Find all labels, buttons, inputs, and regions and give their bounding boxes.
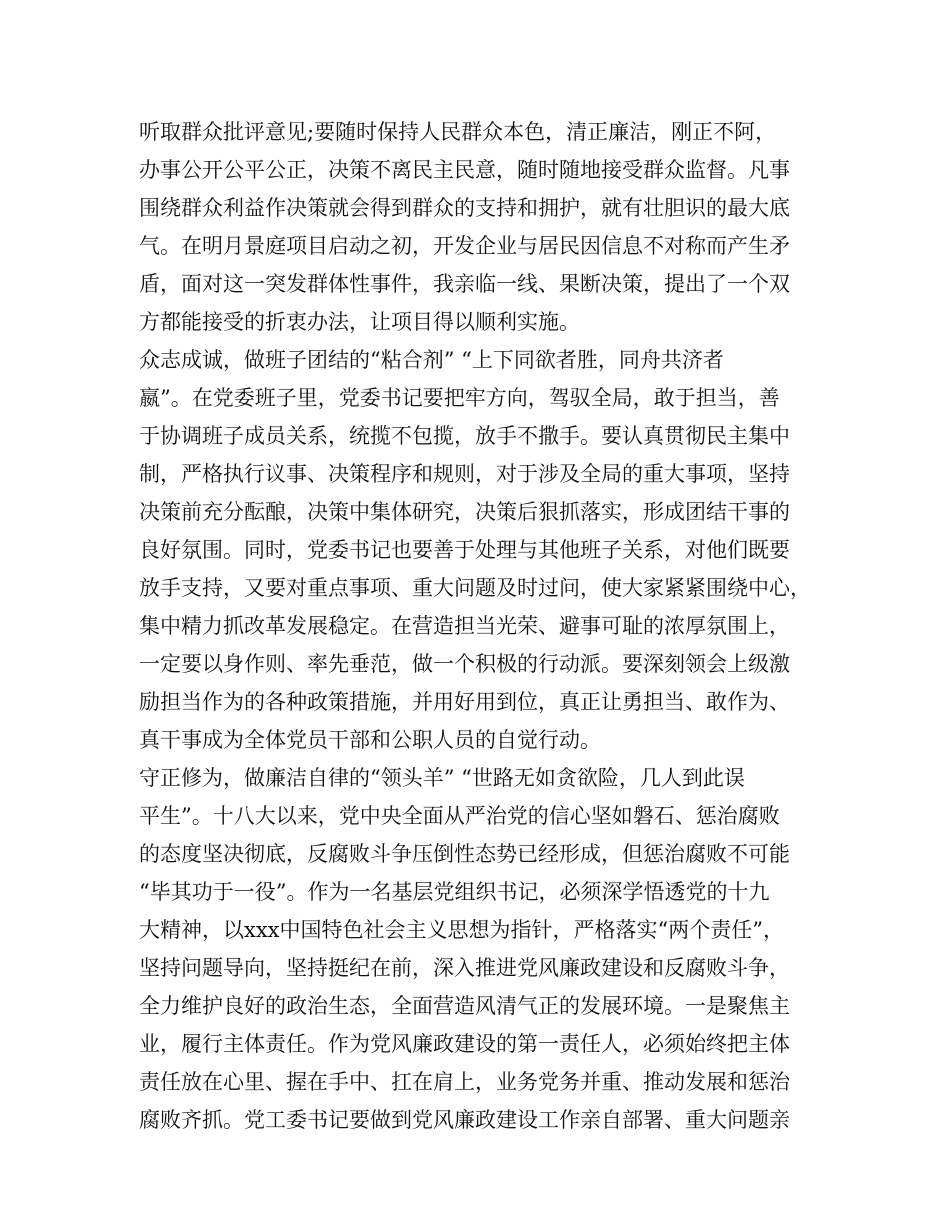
text-line: 一定要以身作则、率先垂范，做一个积极的行动派。要深刻领会上级激	[139, 652, 790, 676]
text-line: 嬴”。在党委班子里，党委书记要把牢方向，驾驭全局，敢于担当，善	[139, 386, 780, 410]
text-line: 方都能接受的折衷办法，让项目得以顺利实施。	[139, 310, 580, 334]
text-line: 围绕群众利益作决策就会得到群众的支持和拥护，就有壮胆识的最大底	[139, 196, 790, 220]
text-line: 于协调班子成员关系，统揽不包揽，放手不撒手。要认真贯彻民主集中	[139, 424, 790, 448]
text-line: 听取群众批评意见;要随时保持人民群众本色，清正廉洁，刚正不阿，	[139, 120, 777, 144]
text-line: 大精神，以xxx中国特色社会主义思想为指针，严格落实“两个责任”，	[139, 918, 784, 942]
text-line: 放手支持，又要对重点事项、重大问题及时过问，使大家紧紧围绕中心，	[139, 576, 811, 600]
text-line: “毕其功于一役”。作为一名基层党组织书记，必须深学悟透党的十九	[139, 880, 770, 904]
text-line: 气。在明月景庭项目启动之初，开发企业与居民因信息不对称而产生矛	[139, 234, 790, 258]
text-line: 办事公开公平公正，决策不离民主民意，随时随地接受群众监督。凡事	[139, 158, 790, 182]
body-text	[139, 113, 829, 1139]
text-line: 真干事成为全体党员干部和公职人员的自觉行动。	[139, 728, 601, 752]
text-line: 励担当作为的各种政策措施，并用好用到位，真正让勇担当、敢作为、	[139, 690, 790, 714]
text-line: 集中精力抓改革发展稳定。在营造担当光荣、避事可耻的浓厚氛围上，	[139, 614, 790, 638]
text-line: 腐败齐抓。党工委书记要做到党风廉政建设工作亲自部署、重大问题亲	[139, 1108, 790, 1132]
text-line: 责任放在心里、握在手中、扛在肩上，业务党务并重、推动发展和惩治	[139, 1070, 790, 1094]
text-line: 守正修为，做廉洁自律的“领头羊” “世路无如贪欲险，几人到此误	[139, 766, 745, 790]
text-line: 业，履行主体责任。作为党风廉政建设的第一责任人，必须始终把主体	[139, 1032, 790, 1056]
text-line: 坚持问题导向，坚持挺纪在前，深入推进党风廉政建设和反腐败斗争，	[139, 956, 790, 980]
text-line: 盾，面对这一突发群体性事件，我亲临一线、果断决策，提出了一个双	[139, 272, 790, 296]
text-line: 众志成诚，做班子团结的“粘合剂” “上下同欲者胜，同舟共济者	[139, 348, 724, 372]
text-line: 制，严格执行议事、决策程序和规则，对于涉及全局的重大事项，坚持	[139, 462, 790, 486]
text-line: 全力维护良好的政治生态，全面营造风清气正的发展环境。一是聚焦主	[139, 994, 790, 1018]
text-line: 的态度坚决彻底，反腐败斗争压倒性态势已经形成，但惩治腐败不可能	[139, 842, 790, 866]
text-line: 决策前充分酝酿，决策中集体研究，决策后狠抓落实，形成团结干事的	[139, 500, 790, 524]
text-line: 良好氛围。同时，党委书记也要善于处理与其他班子关系，对他们既要	[139, 538, 790, 562]
text-line: 平生”。十八大以来，党中央全面从严治党的信心坚如磐石、惩治腐败	[139, 804, 780, 828]
